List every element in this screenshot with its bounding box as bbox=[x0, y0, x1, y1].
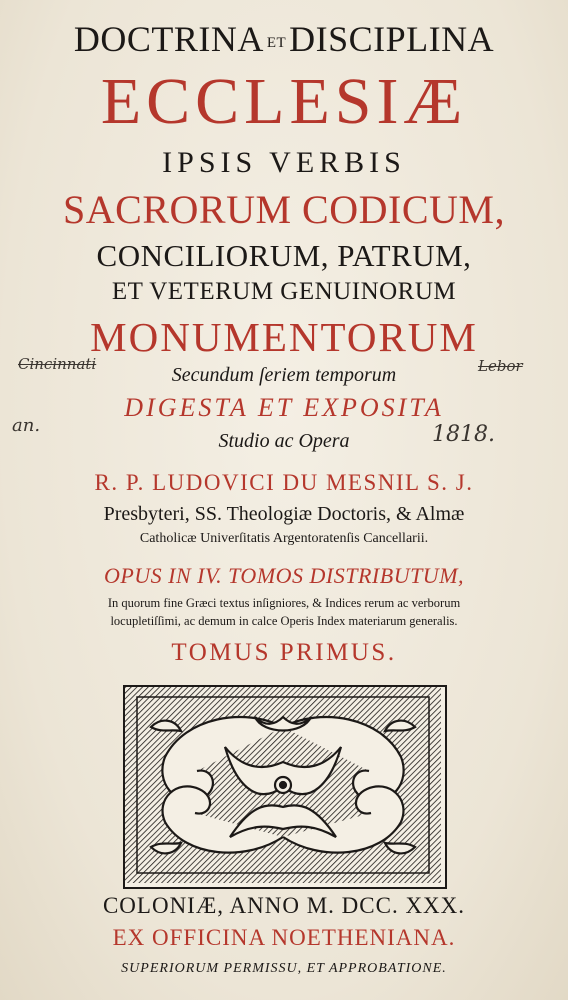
title-line-1 bbox=[0, 18, 568, 60]
handwriting-right-lower: 1818. bbox=[432, 422, 495, 447]
opus-desc-1: In quorum fine Græci textus inſigniores, & Indices rerum ac verborum bbox=[107, 596, 461, 610]
title-word-disciplina: DISCIPLINA bbox=[289, 19, 495, 59]
title-ecclesiae: ECCLESIÆ bbox=[100, 65, 468, 138]
imprint-printer: EX OFFICINA NOETHENIANA. bbox=[112, 925, 456, 950]
handwriting-left-upper: Cincinnati bbox=[18, 355, 97, 373]
opus-line: OPUS IN IV. TOMOS DISTRIBUTUM, bbox=[103, 563, 465, 588]
line-studio-ac-opera: Studio ac Opera bbox=[218, 430, 350, 452]
author-title-1: Presbyteri, SS. Theologiæ Doctoris, & Almæ bbox=[103, 503, 465, 525]
title-word-doctrina: DOCTRINA bbox=[73, 19, 264, 59]
title-word-et: ET bbox=[266, 35, 287, 51]
author-title-2: Catholicæ Univerſitatis Argentoratenſis Cancellarii. bbox=[139, 531, 429, 546]
woodcut-ornament bbox=[123, 685, 447, 889]
author-name: R. P. LUDOVICI DU MESNIL S. J. bbox=[94, 470, 474, 495]
handwriting-right-upper: Lebor bbox=[478, 357, 523, 375]
imprint-place-date: COLONIÆ, ANNO M. DCC. XXX. bbox=[102, 893, 466, 918]
line-digesta: DIGESTA ET EXPOSITA bbox=[124, 393, 444, 422]
imprint-permission: SUPERIORUM PERMISSU, ET APPROBATIONE. bbox=[121, 961, 447, 976]
opus-desc-2: locupletiſſimi, ac demum in calce Operis Index materiarum generalis. bbox=[110, 614, 458, 628]
subtitle-conciliorum: CONCILIORUM, PATRUM, bbox=[96, 238, 472, 273]
subtitle-monumentorum: MONUMENTORUM bbox=[90, 314, 478, 360]
subtitle-sacrorum-codicum: SACRORUM CODICUM, bbox=[63, 187, 505, 232]
subtitle-veterum: ET VETERUM GENUINORUM bbox=[111, 278, 457, 305]
ornament-svg bbox=[125, 687, 441, 883]
tomus-primus: TOMUS PRIMUS. bbox=[171, 639, 397, 666]
line-secundum-seriem: Secundum ſeriem temporum bbox=[171, 364, 397, 386]
subtitle-ipsis-verbis: IPSIS VERBIS bbox=[162, 146, 406, 179]
handwriting-left-lower: an. bbox=[12, 415, 41, 436]
